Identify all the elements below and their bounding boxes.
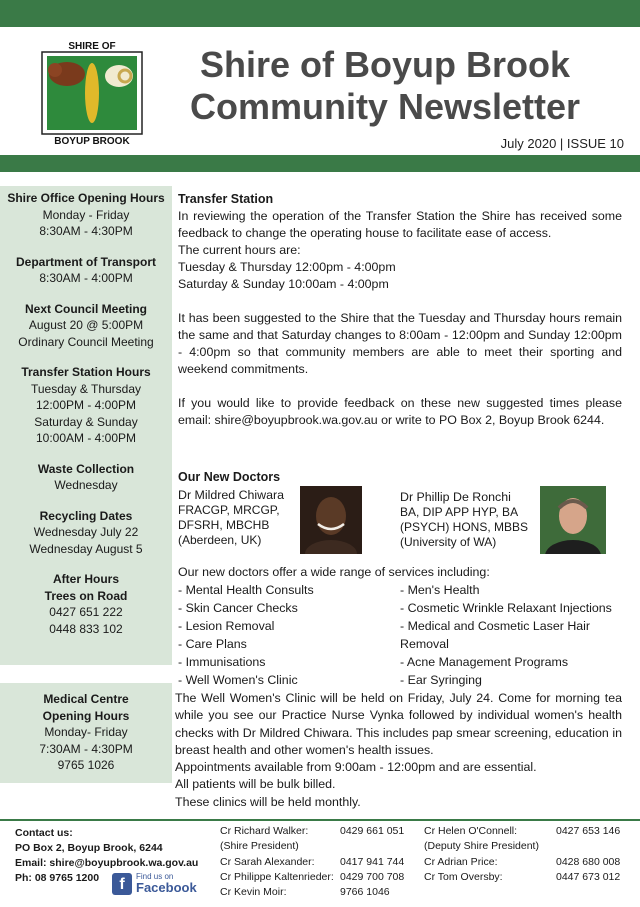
sidebar-medical-centre: Medical Centre Opening Hours Monday- Friday 7:30AM - 4:30PM 9765 1026: [0, 683, 172, 783]
facebook-link[interactable]: f Find us on Facebook: [112, 873, 232, 895]
doctor-chiwara: Dr Mildred Chiwara FRACGP, MRCGP, DFSRH, MBCHB (Aberdeen, UK): [178, 488, 285, 547]
transfer-station-article: Transfer Station In reviewing the operation of the Transfer Station the Shire has received some feedback to change the operating house to facilitate ease of access. The current hours are: Tuesday & Thursday 12:00pm - 4:00pm Saturday & Sunday 10:00am - 4:00pm It has been suggested to the Shire that the Tuesday and Thursday hours remain the same and that Saturday changes to 8:00am - 12:00pm and Sunday 12:00pm - 4:00pm so that community members are able to meet their sporting and weekend commitments. If you would like to provide feedback on these new suggested times please email: shire@boyupbrook.wa.gov.au or write to PO Box 2, Boyup Brook 6244.: [178, 192, 622, 427]
list-item: - Ear Syringing: [400, 673, 482, 687]
new-doctors-section: [178, 470, 628, 560]
well-women-clinic: The Well Women's Clinic will be held on Friday, July 24. Come for morning tea while you see our Practice Nurse Vynka followed by individual women's health checks with Dr Mildred Chiwara. This includes pap smear screening, education in breast health and other women's health issues. Appointments available from 9:00am - 12:00pm and are essential. All patients will be bulk billed. These clinics will be held monthly.: [175, 691, 622, 809]
doctor-de-ronchi-photo: [540, 486, 606, 554]
doctor-de-ronchi: Dr Phillip De Ronchi BA, DIP APP HYP, BA (PSYCH) HONS, MBBS (University of WA): [400, 490, 529, 549]
services-column-right: [400, 581, 630, 689]
phone-number: Ph: 08 9765 1200: [15, 872, 100, 884]
sidebar-council-meeting: Next Council Meeting August 20 @ 5:00PM Ordinary Council Meeting: [18, 301, 154, 349]
councillors-right: Cr Helen O'Connell: 0427 653 146 (Deputy Shire President) Cr Adrian Price: 0428 680 008 Cr Tom Oversby: 0447 673 012: [424, 825, 621, 883]
list-item: - Acne Management Programs: [400, 655, 569, 669]
list-item: - Care Plans: [178, 637, 247, 651]
sidebar-transfer-hours: Transfer Station Hours Tuesday & Thursday 12:00PM - 4:00PM Saturday & Sunday 10:00AM - 4:00PM: [21, 365, 151, 445]
logo-bottom-text: BOYUP BROOK: [54, 136, 130, 147]
sidebar-recycling: Recycling Dates Wednesday July 22 Wednesday August 5: [29, 508, 143, 556]
title-line-2: Community Newsletter: [189, 86, 581, 127]
services-column-left: [178, 581, 398, 689]
list-item: - Lesion Removal: [178, 619, 275, 633]
email-link[interactable]: Email: shire@boyupbrook.wa.gov.au: [15, 857, 199, 869]
logo-top-text: SHIRE OF: [68, 41, 116, 52]
list-item: - Cosmetic Wrinkle Relaxant Injections: [400, 601, 612, 615]
header-divider-bar: [0, 155, 640, 172]
services-list: Our new doctors offer a wide range of services including: - Mental Health Consults - Skin Cancer Checks - Lesion Removal - Care Plans - Immunisations - Well Women's Clinic - Men's Health - Cosmetic Wrinkle Relaxant Injections - Medical and Cosmetic Laser Hair Removal - Acne Management Programs - Ear Syringing: [178, 563, 628, 581]
contact-info: Contact us: PO Box 2, Boyup Brook, 6244 Email: shire@boyupbrook.wa.gov.au Ph: 08 9765 1200: [15, 827, 199, 884]
list-item: Removal: [400, 637, 449, 651]
list-item: - Immunisations: [178, 655, 266, 669]
list-item: - Men's Health: [400, 583, 480, 597]
list-item: - Skin Cancer Checks: [178, 601, 298, 615]
top-banner: [0, 0, 640, 27]
councillors-left: Cr Richard Walker: 0429 661 051 (Shire President) Cr Sarah Alexander: 0417 941 744 Cr Philippe Kaltenrieder: 0429 700 708 Cr Kevin Moir: 9766 1046: [220, 825, 405, 899]
facebook-icon: f: [112, 873, 132, 895]
article-heading: Transfer Station: [178, 192, 274, 206]
title-line-1: Shire of Boyup Brook: [199, 44, 571, 85]
sidebar-transport: Department of Transport 8:30AM - 4:00PM: [15, 254, 156, 285]
wheat-icon: [85, 63, 99, 123]
sidebar-waste: Waste Collection Wednesday: [37, 461, 135, 492]
sidebar-office-hours: Shire Office Opening Hours Monday - Friday 8:30AM - 4:30PM: [7, 191, 165, 238]
shire-logo: [37, 38, 147, 148]
list-item: - Medical and Cosmetic Laser Hair: [400, 619, 591, 633]
doctor-chiwara-photo: [300, 486, 362, 554]
list-item: - Well Women's Clinic: [178, 673, 298, 687]
sidebar-after-hours: After Hours Trees on Road 0427 651 222 0448 833 102: [44, 572, 128, 636]
newsletter-title: [140, 44, 630, 128]
footer-divider: [0, 819, 640, 821]
sidebar-info: [0, 186, 172, 665]
list-item: - Mental Health Consults: [178, 583, 314, 597]
doctors-heading: Our New Doctors: [178, 470, 281, 484]
issue-label: July 2020 | ISSUE 10: [500, 136, 624, 151]
